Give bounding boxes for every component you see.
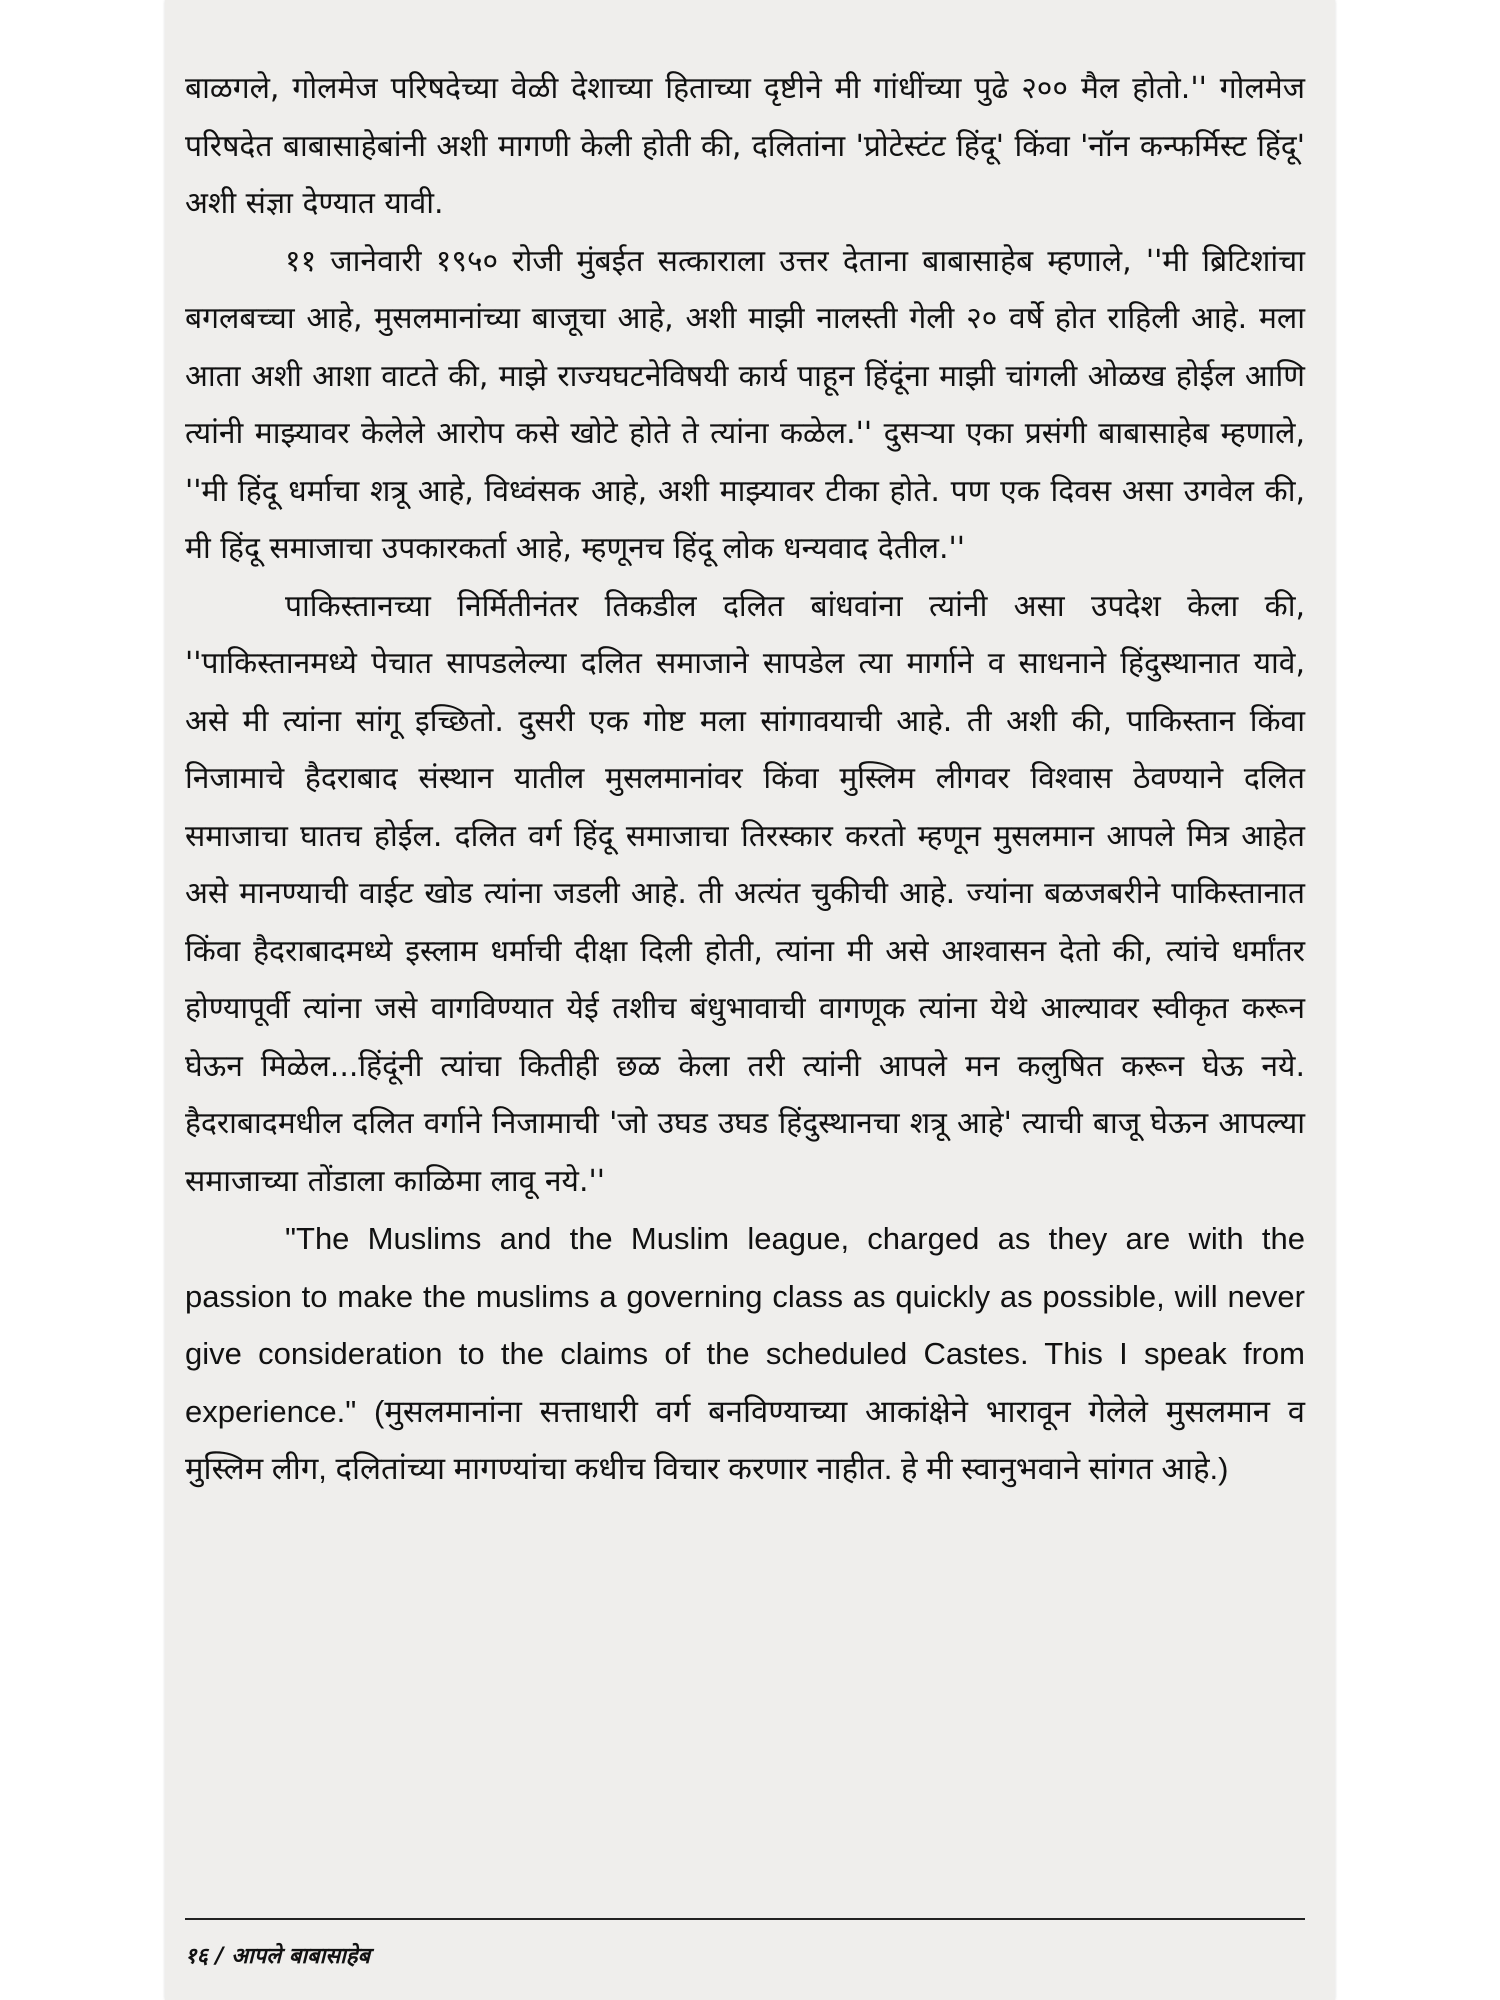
paragraph-continuation: बाळगले, गोलमेज परिषदेच्या वेळी देशाच्या हिताच्या दृष्टीने मी गांधींच्या पुढे २०० मैल होतो.'' गोलमेज परिषदेत बाबासाहेबांनी अशी मागणी केली होती की, दलितांना 'प्रोटेस्टंट हिंदू' किंवा 'नॉन कन्फर्मिस्ट हिंदू' अशी संज्ञा देण्यात यावी. [185, 71, 1305, 221]
paragraph-english-quote: "The Muslims and the Muslim league, charged as they are with the passion to make the muslims a governing class as quickly as possible, will never give consideration to the claims of the scheduled Castes. This I speak from experience." (मुसलमानांना सत्ताधारी वर्ग बनविण्याच्या आकांक्षेने भारावून गेलेले मुसलमान व मुस्लिम लीग, दलितांच्या मागण्यांचा कधीच विचार करणार नाहीत. हे मी स्वानुभवाने सांगत आहे.) [185, 1221, 1305, 1486]
footer-divider [185, 1918, 1305, 1920]
paragraph-speech-1950: ११ जानेवारी १९५० रोजी मुंबईत सत्काराला उत्तर देताना बाबासाहेब म्हणाले, ''मी ब्रिटिशांचा बगलबच्चा आहे, मुसलमानांच्या बाजूचा आहे, अशी माझी नालस्ती गेली २० वर्षे होत राहिली आहे. मला आता अशी आशा वाटते की, माझे राज्यघटनेविषयी कार्य पाहून हिंदूंना माझी चांगली ओळख होईल आणि त्यांनी माझ्यावर केलेले आरोप कसे खोटे होते ते त्यांना कळेल.'' दुसऱ्या एका प्रसंगी बाबासाहेब म्हणाले, ''मी हिंदू धर्माचा शत्रू आहे, विध्वंसक आहे, अशी माझ्यावर टीका होते. पण एक दिवस असा उगवेल की, मी हिंदू समाजाचा उपकारकर्ता आहे, म्हणूनच हिंदू लोक धन्यवाद देतील.'' [185, 243, 1305, 566]
page-footer: १६ / आपले बाबासाहेब [185, 1944, 371, 1969]
body-text [185, 60, 1305, 1498]
paragraph-pakistan-advice: पाकिस्तानच्या निर्मितीनंतर तिकडील दलित बांधवांना त्यांनी असा उपदेश केला की, ''पाकिस्तानमध्ये पेचात सापडलेल्या दलित समाजाने सापडेल त्या मार्गाने व साधनाने हिंदुस्थानात यावे, असे मी त्यांना सांगू इच्छितो. दुसरी एक गोष्ट मला सांगावयाची आहे. ती अशी की, पाकिस्तान किंवा निजामाचे हैदराबाद संस्थान यातील मुसलमानांवर किंवा मुस्लिम लीगवर विश्वास ठेवण्याने दलित समाजाचा घातच होईल. दलित वर्ग हिंदू समाजाचा तिरस्कार करतो म्हणून मुसलमान आपले मित्र आहेत असे मानण्याची वाईट खोड त्यांना जडली आहे. ती अत्यंत चुकीची आहे. ज्यांना बळजबरीने पाकिस्तानात किंवा हैदराबादमध्ये इस्लाम धर्माची दीक्षा दिली होती, त्यांना मी असे आश्वासन देतो की, त्यांचे धर्मांतर होण्यापूर्वी त्यांना जसे वागविण्यात येई तशीच बंधुभावाची वागणूक त्यांना येथे आल्यावर स्वीकृत करून घेऊन मिळेल...हिंदूंनी त्यांचा कितीही छळ केला तरी त्यांनी आपले मन कलुषित करून घेऊ नये. हैदराबादमधील दलित वर्गाने निजामाची 'जो उघड उघड हिंदुस्थानचा शत्रू आहे' त्याची बाजू घेऊन आपल्या समाजाच्या तोंडाला काळिमा लावू नये.'' [185, 588, 1305, 1199]
